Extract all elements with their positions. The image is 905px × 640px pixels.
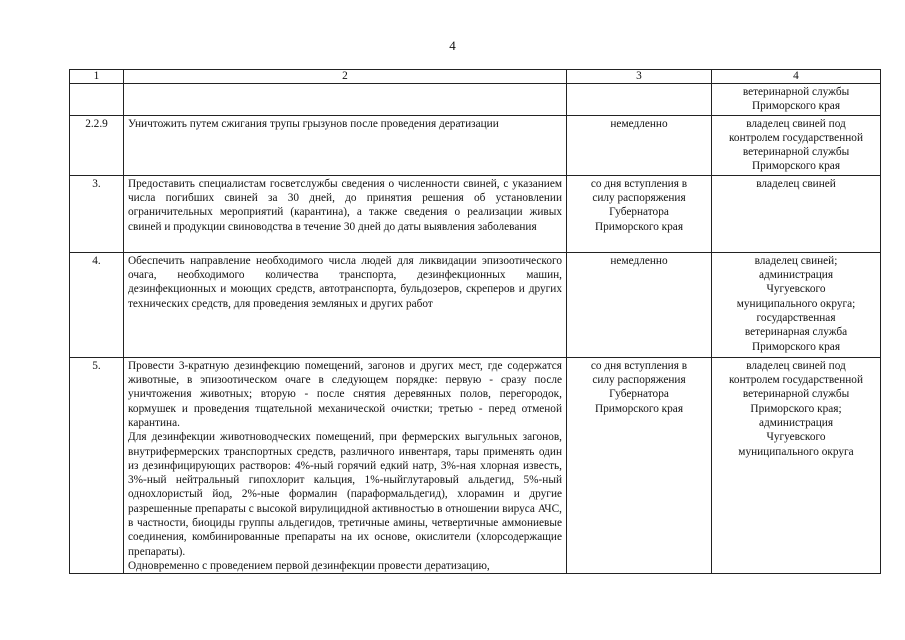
table-row [70,252,881,357]
column-header-4: 4 [712,70,881,84]
responsible-line: ветеринарной службы [742,86,850,98]
action-text: Предоставить специалистам госветслужбы сведения о численности свиней, с указанием числа погибших свиней за 30 дней, до принятия решения об установлении ограничительных мероприятий (карантина), а также сведения о реализации живых свиней и продукции свиноводства в течение 30 дней до даты выявления заболевания [128,177,562,233]
responsible-line: Приморского края [751,160,841,173]
row-number: 4. [70,252,124,357]
action-text: Провести 3-кратную дезинфекцию помещений, загонов и других мест, где содержатся животные, в эпизоотическом очаге в следующем порядке: первую - сразу после уничтожения животных; вторую - после снятия деревянных полов, перегородок, кормушек и проведения тщательной механической очистки; третью - перед отменой карантина. [128,359,562,429]
term-line: силу распоряжения [592,192,686,205]
column-header-1: 1 [70,70,124,84]
term-cell [567,175,712,252]
column-header-2: 2 [124,70,567,84]
responsible-line: контролем государственной [729,131,863,144]
term-line: Приморского края [594,402,684,415]
responsible-line: государственная [756,311,836,324]
term-line: Губернатора [609,388,669,401]
responsible-line: администрация [758,269,834,282]
action-cell [124,252,567,357]
responsible-line: владелец свиней; [754,254,838,267]
column-header-3: 3 [567,70,712,84]
measures-table [69,69,881,574]
term-line: силу распоряжения [592,374,686,387]
responsible-line: Чугуевского [766,431,826,444]
action-text: Уничтожить путем сжигания трупы грызунов после проведения дератизации [128,117,499,130]
responsible-line: владелец свиней под [746,117,846,130]
table-row [70,357,881,573]
action-cell [124,357,567,573]
action-text: Одновременно с проведением первой дезинфекции провести дератизацию, [128,559,490,572]
responsible-line: Приморского края [751,340,841,353]
responsible-line: ветеринарная служба [744,326,848,339]
term-line: немедленно [610,254,668,267]
responsible-line: администрация [758,416,834,429]
responsible-line: Приморского края; [750,402,842,415]
responsible-cell [712,357,881,573]
responsible-line: муниципального округа; [736,297,856,310]
responsible-cell [712,84,881,116]
table-row [70,175,881,252]
row-number: 3. [70,175,124,252]
action-text: Обеспечить направление необходимого числа людей для ликвидации эпизоотического очага, необходимого количества транспорта, дезинфекционных машин, дезинфекционных и моющих средств, автотранспорта, бульдозеров, скреперов и других технических средств, для проведения земляных и других работ [128,254,562,310]
responsible-cell [712,175,881,252]
term-cell [567,84,712,116]
term-cell [567,252,712,357]
table-row [70,115,881,175]
term-line: немедленно [610,117,668,130]
term-cell [567,115,712,175]
term-line: Губернатора [609,206,669,219]
responsible-line: контролем государственной [729,374,863,387]
action-cell [124,175,567,252]
row-number [70,84,124,116]
responsible-line: муниципального округа [738,445,854,458]
action-cell [124,84,567,116]
responsible-line: ветеринарной службы [742,146,850,159]
responsible-line: владелец свиней [756,177,836,190]
term-cell [567,357,712,573]
row-number: 2.2.9 [70,115,124,175]
responsible-line: Чугуевского [766,283,826,296]
responsible-line: владелец свиней под [746,359,846,372]
table-row [70,84,881,116]
responsible-cell [712,252,881,357]
responsible-cell [712,115,881,175]
row-number: 5. [70,357,124,573]
term-line: со дня вступления в [590,177,688,190]
term-line: со дня вступления в [590,359,688,372]
page-number: 4 [449,38,456,53]
action-text: Для дезинфекции животноводческих помещений, при фермерских выгульных загонов, внутрифермерских транспортных средств, различного инвентаря, тары применять один из дезинфицирующих растворов: 4%-ный горячий едкий натр, 3%-ная хлорная известь, 3%-ный нейтральный гипохлорит кальция, 1%-ныйглутаровый альдегид, 5%-ный однохлористый йод, 2%-ные формалин (параформальдегид), хлорамин и другие разрешенные препараты с высокой вирулицидной активностью в отношении вируса АЧС, в частности, биоциды группы альдегидов, третичные амины, четвертичные аммониевые соединения, комбинированные препараты на их основе, окислители (хлорсодержащие препараты). [128,431,562,558]
responsible-line: ветеринарной службы [742,388,850,401]
table-header-row [70,70,881,84]
term-line: Приморского края [594,220,684,233]
action-cell [124,115,567,175]
responsible-line: Приморского края [751,100,841,113]
